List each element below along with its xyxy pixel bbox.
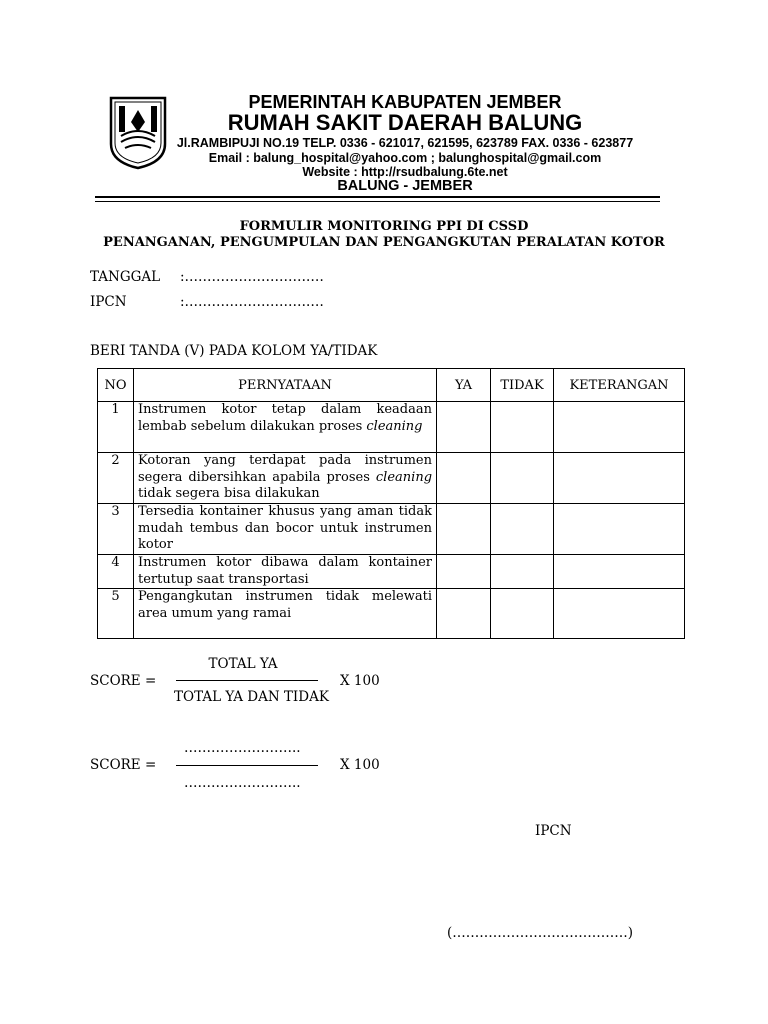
instruction-text: BERI TANDA (V) PADA KOLOM YA/TIDAK	[90, 343, 378, 359]
table-row	[98, 555, 685, 589]
signature-field[interactable]: (…………………………………)	[447, 925, 634, 941]
regency-emblem-logo	[109, 96, 167, 170]
ya-cell[interactable]	[437, 453, 491, 504]
tidak-cell[interactable]	[491, 402, 554, 453]
letterhead-website: Website : http://rsudbalung.6te.net	[302, 165, 508, 179]
letterhead-email: Email : balung_hospital@yahoo.com ; balunghospital@gmail.com	[208, 151, 602, 165]
score-denominator: TOTAL YA DAN TIDAK	[174, 689, 329, 705]
row-statement: Instrumen kotor tetap dalam keadaan lembab sebelum dilakukan proses cleaning	[134, 402, 437, 453]
letterhead-divider	[95, 196, 660, 198]
tidak-cell[interactable]	[491, 504, 554, 555]
letterhead-divider-thin	[95, 201, 660, 202]
letterhead-city: BALUNG - JEMBER	[337, 178, 473, 194]
tidak-cell[interactable]	[491, 555, 554, 589]
row-statement: Pengangkutan instrumen tidak melewati area umum yang ramai	[134, 589, 437, 639]
letterhead-address: Jl.RAMBIPUJI NO.19 TELP. 0336 - 621017, 621595, 623789 FAX. 0336 - 623877	[176, 136, 634, 150]
monitoring-table	[97, 368, 685, 639]
keterangan-cell[interactable]	[554, 589, 685, 639]
letterhead-hospital-name: RUMAH SAKIT DAERAH BALUNG	[227, 110, 583, 135]
table-row	[98, 504, 685, 555]
keterangan-cell[interactable]	[554, 555, 685, 589]
ya-cell[interactable]	[437, 402, 491, 453]
tidak-cell[interactable]	[491, 589, 554, 639]
header-no: NO	[98, 369, 134, 402]
row-statement: Kotoran yang terdapat pada instrumen segera dibersihkan apabila proses cleaning tidak segera bisa dilakukan	[134, 453, 437, 504]
keterangan-cell[interactable]	[554, 453, 685, 504]
row-statement: Instrumen kotor dibawa dalam kontainer tertutup saat transportasi	[134, 555, 437, 589]
row-statement: Tersedia kontainer khusus yang aman tidak mudah tembus dan bocor untuk instrumen kotor	[134, 504, 437, 555]
ipcn-field[interactable]: :……………………….…	[180, 294, 324, 310]
score-denominator-field[interactable]: ……………………..	[184, 775, 301, 791]
header-ya: YA	[437, 369, 491, 402]
ya-cell[interactable]	[437, 589, 491, 639]
ipcn-label: IPCN	[90, 294, 127, 310]
tidak-cell[interactable]	[491, 453, 554, 504]
letterhead-government: PEMERINTAH KABUPATEN JEMBER	[248, 92, 562, 112]
fraction-bar	[176, 765, 318, 766]
fraction-bar	[176, 680, 318, 681]
header-keterangan: KETERANGAN	[554, 369, 685, 402]
score-multiplier: X 100	[340, 673, 380, 689]
signature-title: IPCN	[535, 823, 572, 839]
header-tidak: TIDAK	[491, 369, 554, 402]
score-label: SCORE =	[90, 673, 157, 689]
score-numerator: TOTAL YA	[208, 656, 278, 672]
ya-cell[interactable]	[437, 504, 491, 555]
row-number: 1	[98, 402, 134, 453]
row-number: 5	[98, 589, 134, 639]
tanggal-label: TANGGAL	[90, 269, 161, 285]
row-number: 4	[98, 555, 134, 589]
table-row	[98, 402, 685, 453]
tanggal-field[interactable]: :……………………….…	[180, 269, 324, 285]
header-statement: PERNYATAAN	[134, 369, 437, 402]
score-numerator-field[interactable]: ……………………..	[184, 740, 301, 756]
keterangan-cell[interactable]	[554, 402, 685, 453]
score-multiplier: X 100	[340, 757, 380, 773]
score-label: SCORE =	[90, 757, 157, 773]
form-title: FORMULIR MONITORING PPI DI CSSD	[239, 219, 529, 234]
table-row	[98, 589, 685, 639]
table-header-row	[98, 369, 685, 402]
ya-cell[interactable]	[437, 555, 491, 589]
keterangan-cell[interactable]	[554, 504, 685, 555]
form-subtitle: PENANGANAN, PENGUMPULAN DAN PENGANGKUTAN PERALATAN KOTOR	[103, 235, 665, 250]
row-number: 2	[98, 453, 134, 504]
row-number: 3	[98, 504, 134, 555]
table-row	[98, 453, 685, 504]
